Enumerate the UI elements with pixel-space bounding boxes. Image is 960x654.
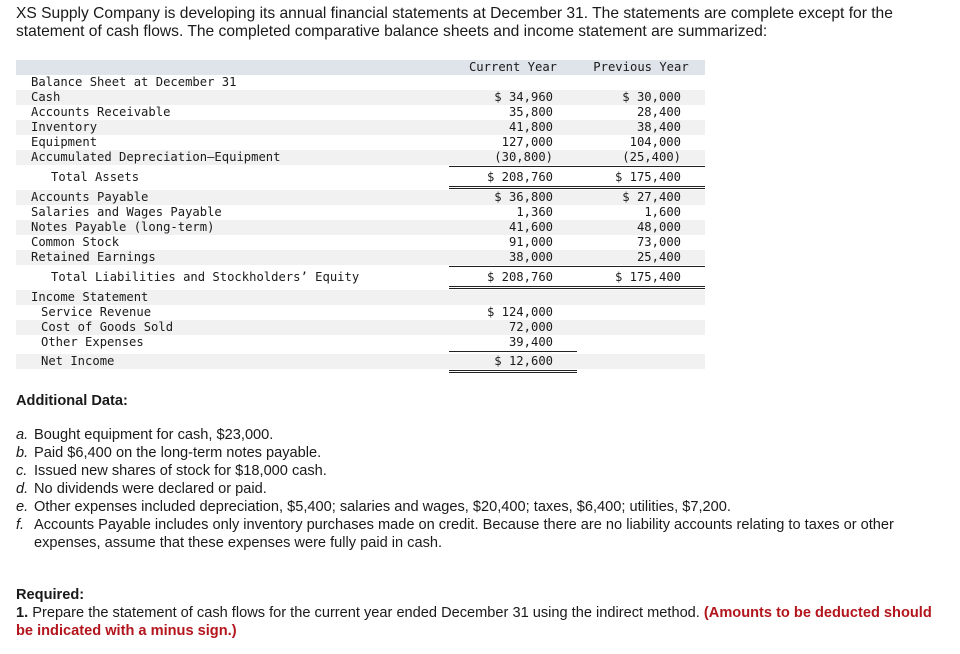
current-value: 1,360: [516, 205, 553, 219]
required-section: [16, 586, 946, 640]
item-letter: e.: [16, 499, 29, 515]
bs-heading-row: [16, 75, 705, 90]
current-value: 72,000: [508, 320, 553, 334]
required-number: 1.: [16, 605, 29, 621]
current-value: (30,800): [494, 150, 553, 164]
row-label: Common Stock: [31, 235, 120, 249]
row-label: Accumulated Depreciation—Equipment: [31, 150, 281, 164]
table-row: [16, 270, 705, 285]
item-text: Accounts Payable includes only inventory purchases made on credit. Because there are no liability accounts relating to taxes or other expenses, assume that these expenses were fully paid in cash.: [34, 517, 894, 551]
table-row: [16, 320, 705, 335]
previous-value: 48,000: [636, 220, 681, 234]
table-row: [16, 220, 705, 235]
total-rule: [577, 288, 705, 289]
row-label: Service Revenue: [41, 305, 152, 319]
additional-data-heading: Additional Data:: [16, 393, 128, 409]
item-text: Issued new shares of stock for $18,000 cash.: [34, 463, 327, 479]
current-value: 41,600: [508, 220, 553, 234]
current-value: 41,800: [508, 120, 553, 134]
subtotal-rule: [449, 351, 577, 352]
previous-value: 25,400: [636, 250, 681, 264]
table-row: [16, 135, 705, 150]
required-text: Prepare the statement of cash flows for the current year ended December 31 using the indirect method.: [32, 605, 700, 621]
previous-value: 73,000: [636, 235, 681, 249]
total-rule: [449, 288, 577, 289]
current-year-header: Current Year: [468, 60, 558, 74]
table-row: [16, 235, 705, 250]
row-label: Inventory: [31, 120, 98, 134]
required-note: (Amounts to be deducted should be indicated with a minus sign.): [16, 605, 932, 639]
list-item: [16, 516, 946, 552]
list-item: [16, 462, 946, 480]
financial-statements-table: [16, 60, 705, 375]
list-item: [16, 444, 946, 462]
item-letter: f.: [16, 517, 25, 533]
table-row: [16, 105, 705, 120]
bs-heading: Balance Sheet at December 31: [31, 75, 237, 89]
previous-value: $ 175,400: [614, 170, 681, 184]
previous-value: $ 30,000: [622, 90, 681, 104]
required-instruction: [16, 604, 946, 640]
previous-value: 1,600: [644, 205, 681, 219]
current-value: $ 36,800: [494, 190, 553, 204]
current-value: 35,800: [508, 105, 553, 119]
item-text: Other expenses included depreciation, $5,400; salaries and wages, $20,400; taxes, $6,400; utilities, $7,200.: [34, 499, 731, 515]
table-row: [16, 250, 705, 265]
subtotal-rule: [449, 266, 577, 267]
table-row: [16, 354, 705, 369]
previous-value: 104,000: [629, 135, 681, 149]
current-value: 38,000: [508, 250, 553, 264]
total-rule: [577, 186, 705, 187]
current-value: $ 208,760: [486, 270, 553, 284]
subtotal-rule: [577, 166, 705, 167]
is-heading: Income Statement: [31, 290, 149, 304]
item-text: Paid $6,400 on the long-term notes payable.: [34, 445, 322, 461]
current-value: $ 12,600: [494, 354, 553, 368]
item-letter: a.: [16, 427, 29, 443]
row-label: Accounts Payable: [31, 190, 149, 204]
item-letter: c.: [16, 463, 28, 479]
row-label: Equipment: [31, 135, 98, 149]
current-value: $ 34,960: [494, 90, 553, 104]
current-value: 91,000: [508, 235, 553, 249]
is-heading-row: [16, 290, 705, 305]
item-text: No dividends were declared or paid.: [34, 481, 267, 497]
subtotal-rule: [577, 266, 705, 267]
item-letter: b.: [16, 445, 29, 461]
row-label: Cash: [31, 90, 61, 104]
item-letter: d.: [16, 481, 29, 497]
row-label: Accounts Receivable: [31, 105, 171, 119]
table-row: [16, 205, 705, 220]
total-rule: [449, 370, 577, 371]
table-row: [16, 190, 705, 205]
current-value: $ 124,000: [486, 305, 553, 319]
problem-intro: XS Supply Company is developing its annual financial statements at December 31. The statements are complete except for the statement of cash flows. The completed comparative balance sheets and income statement are summarized:: [16, 5, 893, 40]
table-row: [16, 335, 705, 350]
row-label: Cost of Goods Sold: [41, 320, 174, 334]
total-rule: [577, 286, 705, 287]
table-row: [16, 120, 705, 135]
table-row: [16, 90, 705, 105]
current-value: 127,000: [501, 135, 553, 149]
current-value: $ 208,760: [486, 170, 553, 184]
row-label: Retained Earnings: [31, 250, 156, 264]
total-rule: [449, 188, 577, 189]
row-label: Total Assets: [51, 170, 140, 184]
list-item: [16, 498, 946, 516]
required-heading: Required:: [16, 587, 85, 603]
total-rule: [449, 372, 577, 373]
current-value: 39,400: [508, 335, 553, 349]
table-row: [16, 150, 705, 165]
table-row: [16, 305, 705, 320]
row-label: Salaries and Wages Payable: [31, 205, 222, 219]
row-label: Other Expenses: [41, 335, 144, 349]
total-rule: [449, 186, 577, 187]
total-rule: [577, 188, 705, 189]
previous-value: 38,400: [636, 120, 681, 134]
row-label: Net Income: [41, 354, 115, 368]
subtotal-rule: [449, 166, 577, 167]
previous-year-header: Previous Year: [593, 60, 689, 74]
total-rule: [449, 286, 577, 287]
table-row: [16, 170, 705, 185]
previous-value: 28,400: [636, 105, 681, 119]
previous-value: $ 27,400: [622, 190, 681, 204]
previous-value: $ 175,400: [614, 270, 681, 284]
row-label: Total Liabilities and Stockholders’ Equity: [51, 270, 360, 284]
previous-value: (25,400): [622, 150, 681, 164]
additional-data-list: [16, 426, 946, 552]
row-label: Notes Payable (long-term): [31, 220, 215, 234]
item-text: Bought equipment for cash, $23,000.: [34, 427, 274, 443]
list-item: [16, 426, 946, 444]
list-item: [16, 480, 946, 498]
